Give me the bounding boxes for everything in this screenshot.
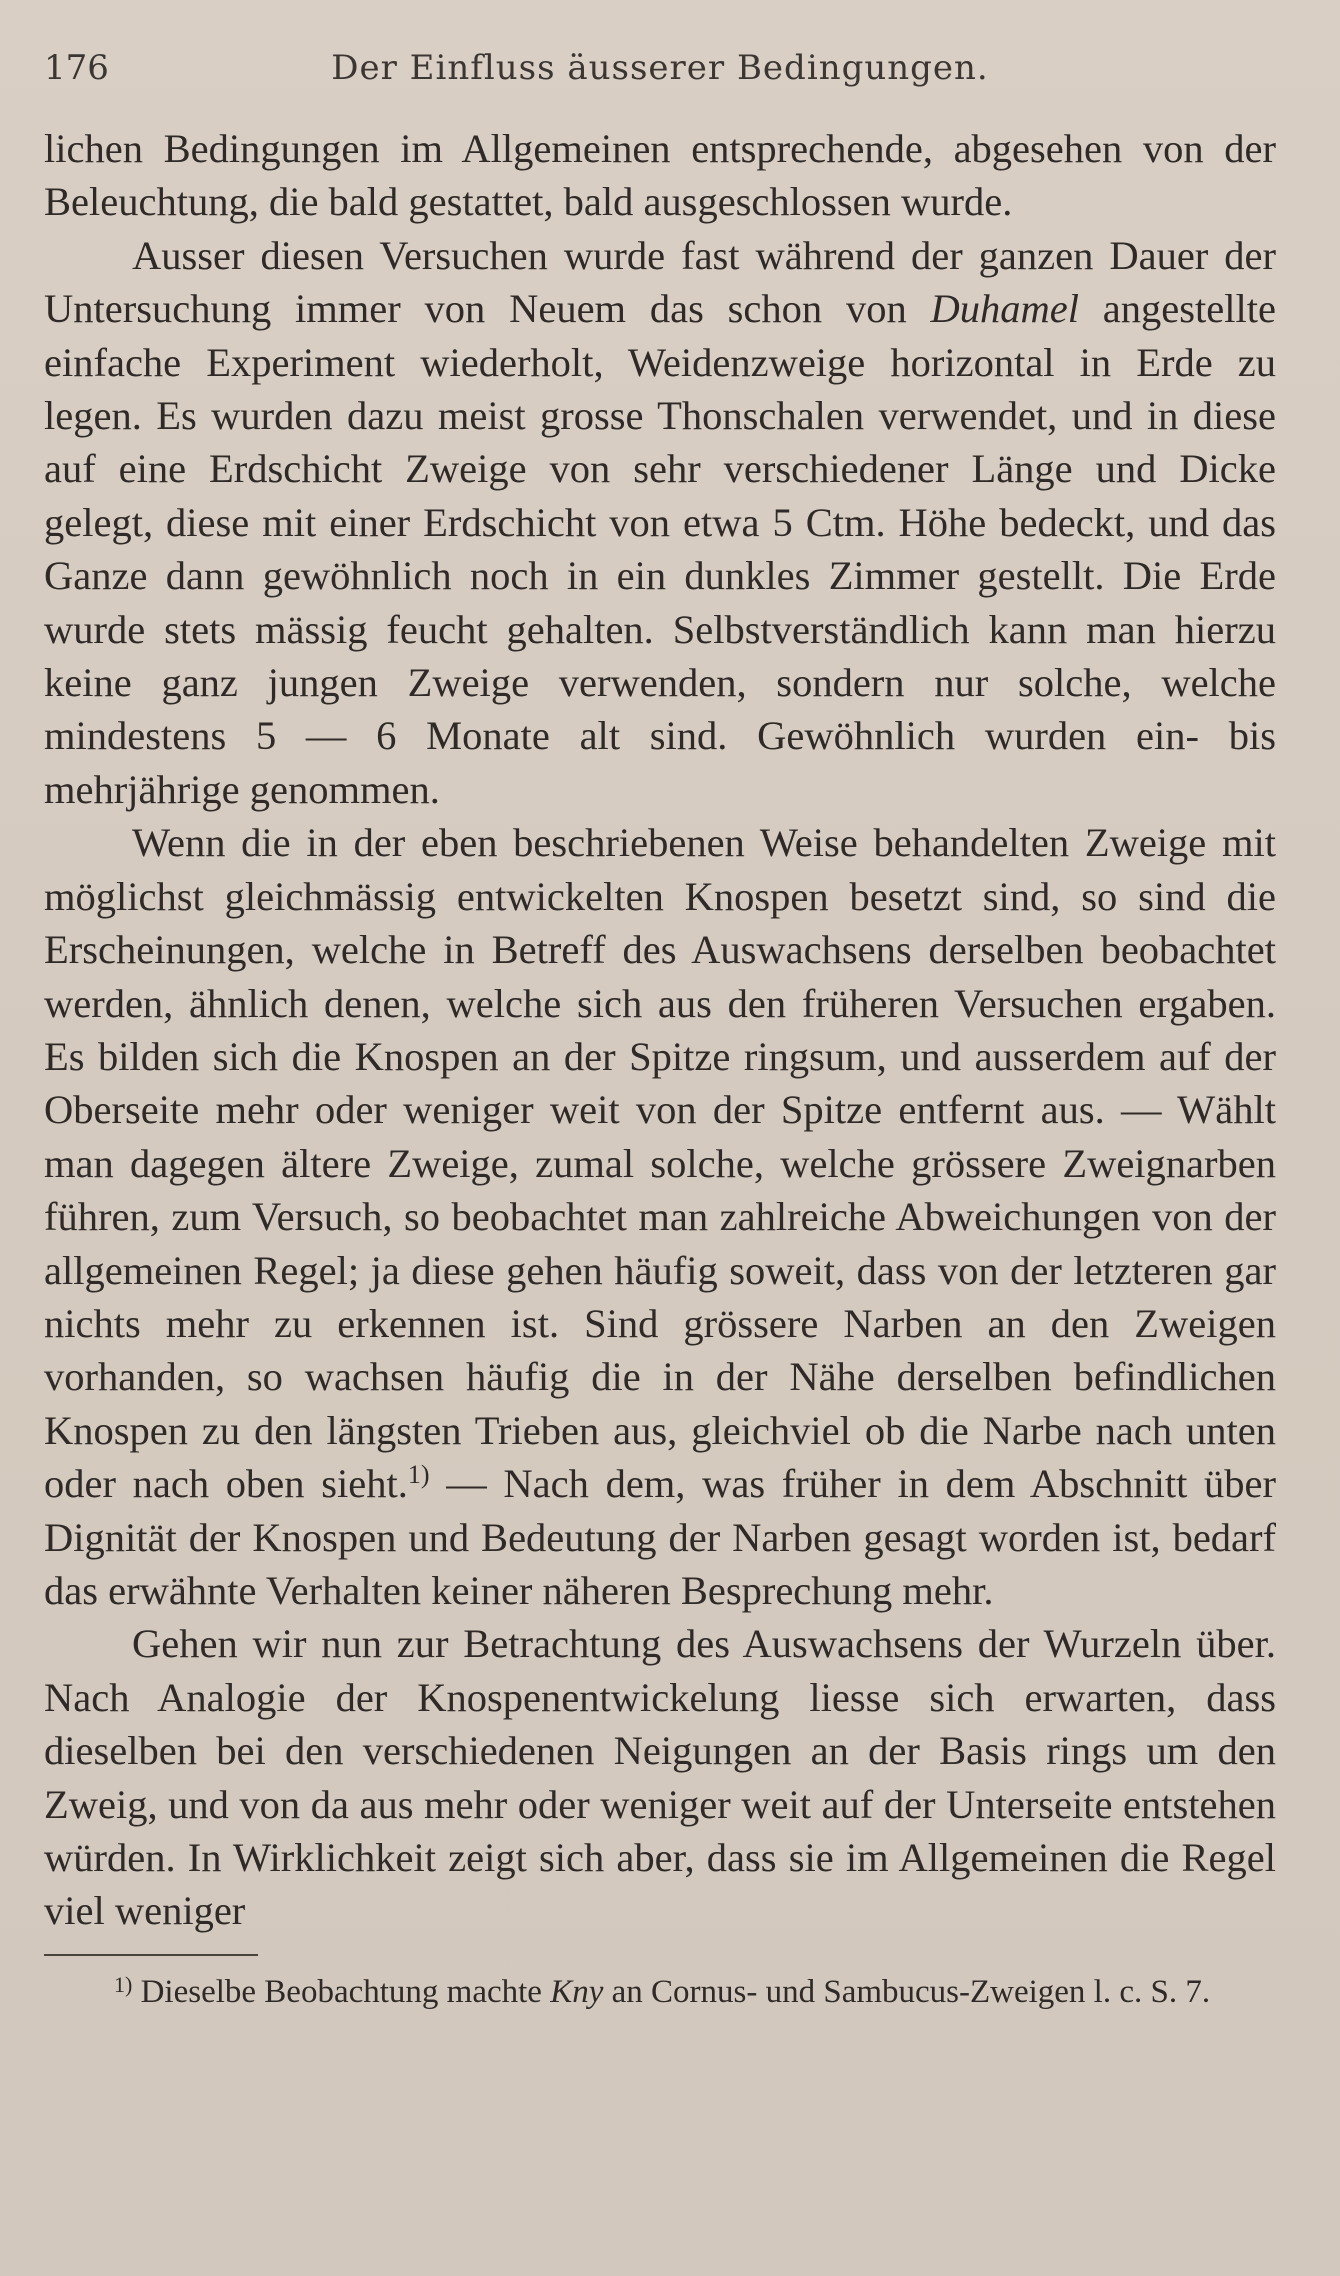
footnote-text-after: an Cornus- und Sambucus-Zweigen l. c. S. 7. bbox=[603, 1973, 1211, 2010]
paragraph-text: Gehen wir nun zur Betrachtung des Auswachsens der Wurzeln über. Nach Analogie der Knospenentwickelung liesse sich erwarten, dass dieselben bei den verschiedenen Neigungen an der Basis rings um den Zweig, und von da aus mehr oder weniger weit auf der Unterseite entstehen würden. In Wirklichkeit zeigt sich aber, dass sie im Allgemeinen die Regel viel weniger bbox=[44, 1621, 1276, 1934]
footnote bbox=[44, 1970, 1276, 2014]
paragraph-continuation bbox=[44, 122, 1276, 229]
book-page bbox=[44, 42, 1276, 2014]
author-name: Duhamel bbox=[930, 286, 1079, 332]
page-number: 176 bbox=[44, 48, 109, 88]
paragraph-duhamel-experiment bbox=[44, 229, 1276, 816]
paragraph-text-before: Wenn die in der eben beschriebenen Weise behandelten Zweige mit möglichst gleichmässig entwickelten Knospen besetzt sind, so sind die Erscheinungen, welche in Betreff des Auswachsens derselben beobachtet werden, ähnlich denen, welche sich aus den früheren Versuchen ergaben. Es bilden sich die Knospen an der Spitze ringsum, und ausserdem auf der Oberseite mehr oder weniger weit von der Spitze entfernt aus. — Wählt man dagegen ältere Zweige, zumal solche, welche grössere Zweignarben führen, zum Versuch, so beobachtet man zahlreiche Abweichungen von der allgemeinen Regel; ja diese gehen häufig soweit, dass von der letzteren gar nichts mehr zu erkennen ist. Sind grössere Narben an den Zweigen vorhanden, so wachsen häufig die in der Nähe derselben befindlichen Knospen zu den längsten Trieben aus, gleichviel ob die Narbe nach unten oder nach oben sieht. bbox=[44, 820, 1276, 1507]
footnote-reference[interactable]: 1) bbox=[407, 1460, 430, 1490]
running-head bbox=[44, 42, 1276, 94]
running-title: Der Einfluss äusserer Bedingungen. bbox=[331, 48, 989, 88]
body-text bbox=[44, 122, 1276, 1938]
paragraph-text-after: — Nach dem, was früher in dem Abschnitt über Dignität der Knospen und Bedeutung der Narben gesagt worden ist, bedarf das erwähnte Verhalten keiner näheren Besprechung mehr. bbox=[44, 1461, 1276, 1613]
paragraph-roots bbox=[44, 1617, 1276, 1937]
footnote-mark: 1) bbox=[114, 1971, 133, 1997]
footnote-author: Kny bbox=[550, 1973, 604, 2010]
paragraph-text-before: Ausser diesen Versuchen wurde fast während der ganzen Dauer der Untersuchung immer von Neuem das schon von bbox=[44, 232, 1276, 332]
paragraph-buds bbox=[44, 816, 1276, 1617]
paragraph-text-after: angestellte einfache Experiment wiederholt, Weidenzweige horizontal in Erde zu legen. Es wurden dazu meist grosse Thonschalen verwendet, und in diese auf eine Erdschicht Zweige von sehr verschiedener Länge und Dicke gelegt, diese mit einer Erdschicht von etwa 5 Ctm. Höhe bedeckt, und das Ganze dann gewöhnlich noch in ein dunkles Zimmer gestellt. Die Erde wurde stets mässig feucht gehalten. Selbstverständlich kann man hierzu keine ganz jungen Zweige verwenden, sondern nur solche, welche mindestens 5 — 6 Monate alt sind. Gewöhnlich wurden ein- bis mehrjährige genommen. bbox=[44, 286, 1276, 812]
footnote-text-before: Dieselbe Beobachtung machte bbox=[140, 1973, 551, 2010]
footnote-divider bbox=[44, 1954, 258, 1956]
paragraph-text: lichen Bedingungen im Allgemeinen entsprechende, abgesehen von der Beleuchtung, die bald gestattet, bald ausgeschlossen wurde. bbox=[44, 126, 1276, 225]
